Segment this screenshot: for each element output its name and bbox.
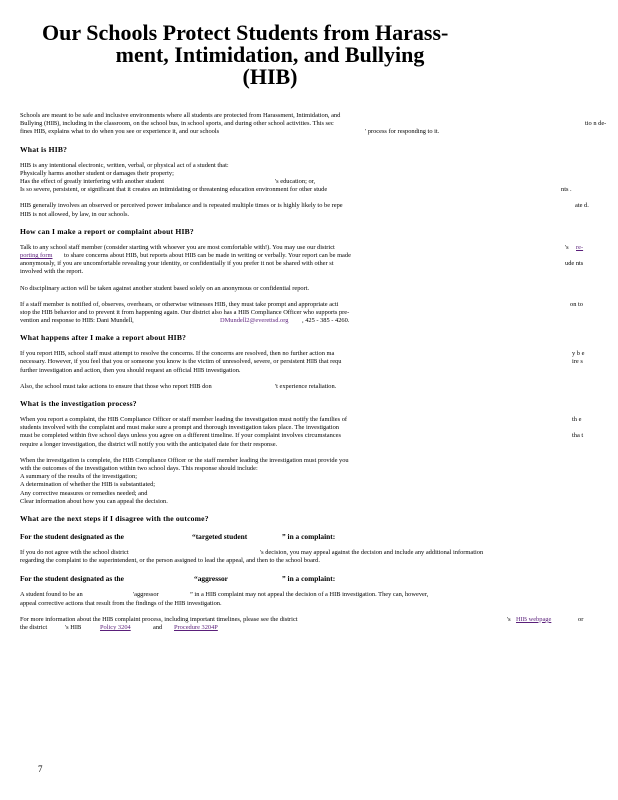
heading-after-report: What happens after I make a report about HIB? <box>20 333 187 343</box>
investigation-line-end: th e <box>572 416 582 424</box>
aggressor-heading-part: For the student designated as the <box>20 574 124 584</box>
report-line-end: ude nts <box>565 260 584 268</box>
investigation-line: When the investigation is complete, the HIB Compliance Officer or the staff member leading the investigation must provide you <box>20 456 349 464</box>
policy-3204-link[interactable]: Policy 3204 <box>100 624 131 632</box>
investigation-paragraph-2 <box>20 457 600 506</box>
aggressor-line-part: ” in a HIB complaint may not appeal the decision of a HIB investigation. They can, however, <box>190 591 429 599</box>
report-line-end: on to <box>570 300 583 308</box>
intro-line-end: tio n de- <box>585 120 607 128</box>
what-is-paragraph <box>20 162 600 195</box>
more-info-paragraph <box>20 616 600 632</box>
aggressor-line-part: 'aggressor <box>133 591 159 599</box>
intro-line-end: ' process for responding to it. <box>365 128 440 136</box>
hib-webpage-link[interactable]: HIB webpage <box>516 615 552 623</box>
report-line: involved with the report. <box>20 268 84 276</box>
heading-what-is-hib: What is HIB? <box>20 144 68 154</box>
after-paragraph-2 <box>20 383 600 391</box>
what-is-line-end: nts . <box>561 186 572 194</box>
report-line: No disciplinary action will be taken against another student based solely on an anonymous or confidential report. <box>20 284 310 292</box>
report-paragraph <box>20 244 600 277</box>
investigation-line-end: tha t <box>572 432 584 440</box>
report-line: vention and response to HIB: Dani Mundell, <box>20 317 134 325</box>
investigation-list-item: A determination of whether the HIB is substantiated; <box>20 481 156 489</box>
targeted-line-end: 's decision, you may appeal against the decision and include any additional information <box>260 549 484 557</box>
more-info-line-part: 's <box>507 615 511 623</box>
aggressor-paragraph <box>20 591 600 607</box>
report-line-end: 's <box>565 243 569 251</box>
more-info-line: For more information about the HIB complaint process, including important timelines, please see the district <box>20 615 298 623</box>
intro-line: Bullying (HIB), including in the classroom, on the school bus, in school sports, and during other school activities. This sec <box>20 120 334 128</box>
report-line: stop the HIB behavior and to prevent it from happening again. Our district also has a HIB Compliance Officer who supports pre- <box>20 308 350 316</box>
after-line: further investigation and action, then you should request an official HIB investigation. <box>20 366 241 374</box>
intro-line: Schools are meant to be safe and inclusive environments where all students are protected from Harassment, Intimidation, and <box>20 112 341 119</box>
what-is-line: Has the effect of greatly interfering with another student <box>20 177 164 185</box>
compliance-email-link[interactable]: DMundell2@everettsd.org <box>220 317 289 325</box>
targeted-heading-part: For the student designated as the <box>20 532 124 542</box>
what-is-line: Physically harms another student or damages their property; <box>20 169 174 177</box>
targeted-line: If you do not agree with the school district <box>20 549 129 557</box>
after-paragraph <box>20 350 600 375</box>
after-line: Also, the school must take actions to ensure that those who report HIB don <box>20 382 212 390</box>
more-info-line: the district <box>20 624 48 632</box>
investigation-line: with the outcomes of the investigation within two school days. This response should include: <box>20 465 258 473</box>
investigation-line: students involved with the complaint and must make sure a prompt and thorough investigation takes place. The investigation <box>20 424 339 432</box>
more-info-line-part: and <box>153 624 163 632</box>
after-line: necessary. However, if you feel that you or someone you know is the victim of unresolved, severe, or persistent HIB that requ <box>20 358 342 366</box>
report-paragraph-2 <box>20 285 600 293</box>
report-paragraph-3 <box>20 301 600 326</box>
investigation-line: require a longer investigation, the district will notify you with the anticipated date for their response. <box>20 440 278 448</box>
aggressor-heading-part: “aggressor <box>194 574 228 584</box>
reporting-form-link[interactable]: porting form <box>20 251 53 259</box>
targeted-line: regarding the complaint to the superintendent, or the person assigned to lead the appeal, and then to the school board. <box>20 557 320 565</box>
what-is-line-end: ate d. <box>575 202 589 210</box>
procedure-3204p-link[interactable]: Procedure 3204P <box>174 624 218 632</box>
intro-paragraph <box>20 112 607 137</box>
what-is-paragraph-2 <box>20 202 600 218</box>
document-body <box>20 112 607 640</box>
investigation-list-item: A summary of the results of the investigation; <box>20 473 137 481</box>
investigation-paragraph <box>20 416 600 449</box>
what-is-line: HIB is not allowed, by law, in our schools. <box>20 210 130 218</box>
investigation-list-item: Clear information about how you can appeal the decision. <box>20 497 168 505</box>
heading-disagree: What are the next steps if I disagree with the outcome? <box>20 514 209 524</box>
after-line-end: ire s <box>572 358 583 366</box>
report-line: Talk to any school staff member (consider starting with whoever you are most comfortable with!). You may use our district <box>20 243 335 251</box>
report-line: to share concerns about HIB, but reports about HIB can be made in writing or verbally. Your report can be made <box>64 251 351 259</box>
reporting-form-link[interactable]: re- <box>576 243 584 251</box>
heading-make-report: How can I make a report or complaint about HIB? <box>20 226 194 236</box>
page-title <box>20 22 460 88</box>
report-line: anonymously, if you are uncomfortable revealing your identity, or confidentially if you prefer it not be shared with other st <box>20 260 334 268</box>
report-line: If a staff member is notified of, observes, overhears, or otherwise witnesses HIB, they must take prompt and appropriate acti <box>20 300 339 308</box>
what-is-line: Is so severe, persistent, or significant that it creates an intimidating or threatening education environment for other stude <box>20 186 328 194</box>
heading-investigation: What is the investigation process? <box>20 399 137 409</box>
targeted-paragraph <box>20 549 600 565</box>
more-info-line-part: or <box>578 615 584 623</box>
title-line-3: (HIB) <box>242 64 298 89</box>
after-line: If you report HIB, school staff must attempt to resolve the concerns. If the concerns are resolved, then no further action ma <box>20 350 335 358</box>
targeted-heading-part: ” in a complaint: <box>282 532 336 542</box>
page-number: 7 <box>38 764 43 774</box>
after-line-end: y b e <box>572 350 585 358</box>
after-line-end: 't experience retaliation. <box>275 382 337 390</box>
aggressor-line: A student found to be an <box>20 591 83 599</box>
what-is-line-end: 's education; or, <box>275 177 316 185</box>
heading-targeted-student <box>20 533 600 543</box>
what-is-line: HIB is any intentional electronic, written, verbal, or physical act of a student that: <box>20 161 229 169</box>
heading-aggressor <box>20 575 600 585</box>
more-info-line-part: 's HIB <box>65 624 82 632</box>
intro-line: fines HIB, explains what to do when you see or experience it, and our schools <box>20 128 220 136</box>
title-line-1: Our Schools Protect Students from Harass- <box>42 20 449 45</box>
compliance-phone: , 425 - 385 - 4260. <box>302 317 350 325</box>
aggressor-heading-part: ” in a complaint: <box>282 574 336 584</box>
aggressor-line: appeal corrective actions that result from the findings of the HIB investigation. <box>20 599 222 607</box>
title-line-2: ment, Intimidation, and Bullying <box>115 42 425 67</box>
investigation-line: When you report a complaint, the HIB Compliance Officer or staff member leading the investigation must notify the families of <box>20 416 348 424</box>
investigation-line: must be completed within five school days unless you agree on a different timeline. If your complaint involves circumstances <box>20 432 341 440</box>
targeted-heading-part: “targeted student <box>192 532 248 542</box>
what-is-line: HIB generally involves an observed or perceived power imbalance and is repeated multiple times or is highly likely to be repe <box>20 202 343 210</box>
investigation-list-item: Any corrective measures or remedies needed; and <box>20 489 148 497</box>
